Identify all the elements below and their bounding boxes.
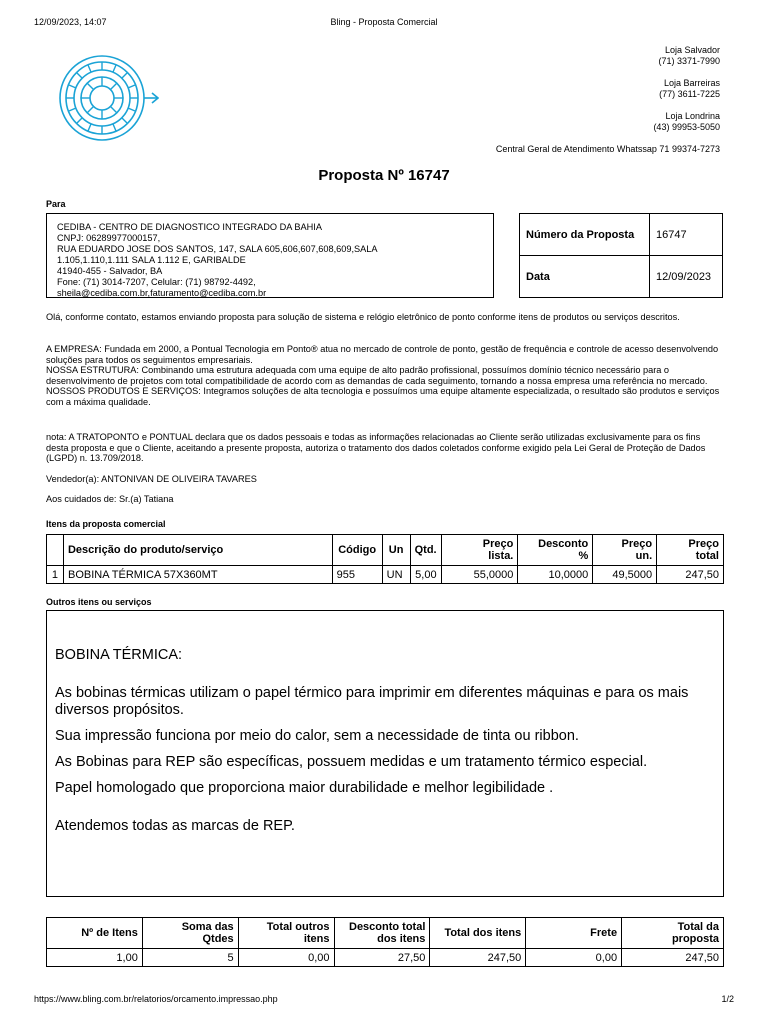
other-paragraph: As Bobinas para REP são específicas, possuem medidas e um tratamento térmico especial. (55, 754, 648, 770)
proposal-date-value: 12/09/2023 (650, 256, 723, 298)
item-discount: 10,0000 (518, 566, 593, 584)
item-unit-price: 49,5000 (593, 566, 657, 584)
central-contact: Central Geral de Atendimento Whatssap 71 99374-7273 (495, 144, 720, 154)
client-address-2: 1.105,1.110,1.111 SALA 1.112 E, GARIBALDE (57, 255, 246, 265)
vendor: Vendedor(a): ANTONIVAN DE OLIVEIRA TAVARES (46, 474, 257, 484)
col-unit: Un (382, 535, 410, 566)
item-description: BOBINA TÉRMICA 57X360MT (63, 566, 332, 584)
other-paragraph: Papel homologado que proporciona maior durabilidade e melhor legibilidade . (55, 780, 554, 796)
client-address: RUA EDUARDO JOSE DOS SANTOS, 147, SALA 605,606,607,608,609,SALA (57, 244, 378, 254)
table-row (47, 566, 724, 584)
col-sum-qty: Soma das Qtdes (142, 918, 238, 949)
store-phone: (71) 3371-7990 (658, 56, 720, 66)
proposal-date-label: Data (520, 256, 650, 298)
client-emails: sheila@cediba.com.br,faturamento@cediba.com.br (57, 288, 267, 298)
intro-text: Olá, conforme contato, estamos enviando proposta para solução de sistema e relógio eletrônico de ponto conforme itens de produtos ou serviços descritos. (46, 312, 680, 322)
col-discount-total: Desconto total dos itens (334, 918, 430, 949)
items-table (46, 534, 724, 584)
col-qty: Qtd. (410, 535, 441, 566)
proposal-info-box (519, 213, 723, 298)
item-unit: UN (382, 566, 410, 584)
store-phone: (43) 99953-5050 (653, 122, 720, 132)
company-estrutura: NOSSA ESTRUTURA: Combinando uma estrutura adequada com uma equipe de alto padrão profissional, possuímos domínio técnico necessário para o desenvolvimento de projetos com total compatibilidade de acordo com as demandas de cada seguimento, tornando a nossa empresa uma referência no mercado. (46, 365, 708, 386)
print-datetime: 12/09/2023, 14:07 (34, 17, 107, 27)
company-produtos: NOSSOS PRODUTOS E SERVIÇOS: Integramos soluções de alta tecnologia e possuímos uma equipe altamente especializada, o resultado são produtos e serviços com a máxima qualidade. (46, 386, 720, 407)
other-total-value: 0,00 (238, 949, 334, 967)
lgpd-note: nota: A TRATOPONTO e PONTUAL declara que os dados pessoais e todas as informações relacionadas ao Cliente serão utilizadas exclusivamente para os fins desta proposta e que o Cliente, aceitando a presente proposta, autoriza o tratamento dos dados coletados conforme exigido pela Lei Geral de Proteção de Dados (LGPD) n. 13.709/2018. (46, 432, 706, 464)
proposal-number-label: Número da Proposta (520, 214, 650, 256)
client-info-box (46, 213, 494, 298)
other-items-box (46, 610, 724, 897)
items-total-value: 247,50 (430, 949, 526, 967)
company-logo (57, 54, 159, 142)
client-city: 41940-455 - Salvador, BA (57, 266, 163, 276)
totals-header-row (47, 918, 724, 949)
other-heading: BOBINA TÉRMICA: (55, 647, 183, 663)
attention: Aos cuidados de: Sr.(a) Tatiana (46, 494, 174, 504)
client-cnpj: CNPJ: 06289977000157, (57, 233, 161, 243)
other-paragraph: Sua impressão funciona por meio do calor, sem a necessidade de tinta ou ribbon. (55, 728, 579, 744)
items-section-label: Itens da proposta comercial (46, 519, 166, 529)
col-list-price: Preço lista. (441, 535, 518, 566)
item-index: 1 (47, 566, 64, 584)
sum-qty-value: 5 (142, 949, 238, 967)
company-empresa: A EMPRESA: Fundada em 2000, a Pontual Tecnologia em Ponto® atua no mercado de controle de ponto, gestão de frequência e controle de acesso desenvolvendo soluções para todos os seguimentos empresariais. (46, 344, 719, 365)
items-header-row (47, 535, 724, 566)
print-page-title: Bling - Proposta Comercial (330, 17, 438, 27)
col-items-total: Total dos itens (430, 918, 526, 949)
proposal-total-value: 247,50 (622, 949, 724, 967)
col-total-price: Preço total (657, 535, 724, 566)
col-other-total: Total outros itens (238, 918, 334, 949)
col-description: Descrição do produto/serviço (63, 535, 332, 566)
freight-value: 0,00 (526, 949, 622, 967)
client-phones: Fone: (71) 3014-7207, Celular: (71) 98792-4492, (57, 277, 256, 287)
recipient-label: Para (46, 199, 66, 209)
col-discount: Desconto % (518, 535, 593, 566)
proposal-title: Proposta Nº 16747 (318, 167, 450, 184)
col-code: Código (332, 535, 382, 566)
store-name: Loja Salvador (664, 45, 720, 55)
company-description (46, 344, 724, 408)
other-paragraph: As bobinas térmicas utilizam o papel térmico para imprimir em diferentes máquinas e para os mais diversos propósitos. (55, 685, 689, 718)
col-n-items: Nº de Itens (47, 918, 143, 949)
store-name: Loja Barreiras (663, 78, 720, 88)
store-contacts (653, 45, 720, 133)
totals-row (47, 949, 724, 967)
print-url: https://www.bling.com.br/relatorios/orcamento.impressao.php (34, 994, 278, 1004)
item-list-price: 55,0000 (441, 566, 518, 584)
item-code: 955 (332, 566, 382, 584)
store-name: Loja Londrina (665, 111, 720, 121)
other-paragraph: Atendemos todas as marcas de REP. (55, 818, 295, 834)
item-qty: 5,00 (410, 566, 441, 584)
col-freight: Frete (526, 918, 622, 949)
other-section-label: Outros itens ou serviços (46, 597, 152, 607)
totals-table (46, 917, 724, 967)
proposal-number-value: 16747 (650, 214, 723, 256)
col-proposal-total: Total da proposta (622, 918, 724, 949)
discount-total-value: 27,50 (334, 949, 430, 967)
clock-logo-icon (57, 54, 159, 142)
print-page-number: 1/2 (721, 994, 734, 1004)
client-name: CEDIBA - CENTRO DE DIAGNOSTICO INTEGRADO DA BAHIA (57, 222, 322, 232)
store-phone: (77) 3611-7225 (659, 89, 720, 99)
n-items-value: 1,00 (47, 949, 143, 967)
col-unit-price: Preço un. (593, 535, 657, 566)
item-total: 247,50 (657, 566, 724, 584)
